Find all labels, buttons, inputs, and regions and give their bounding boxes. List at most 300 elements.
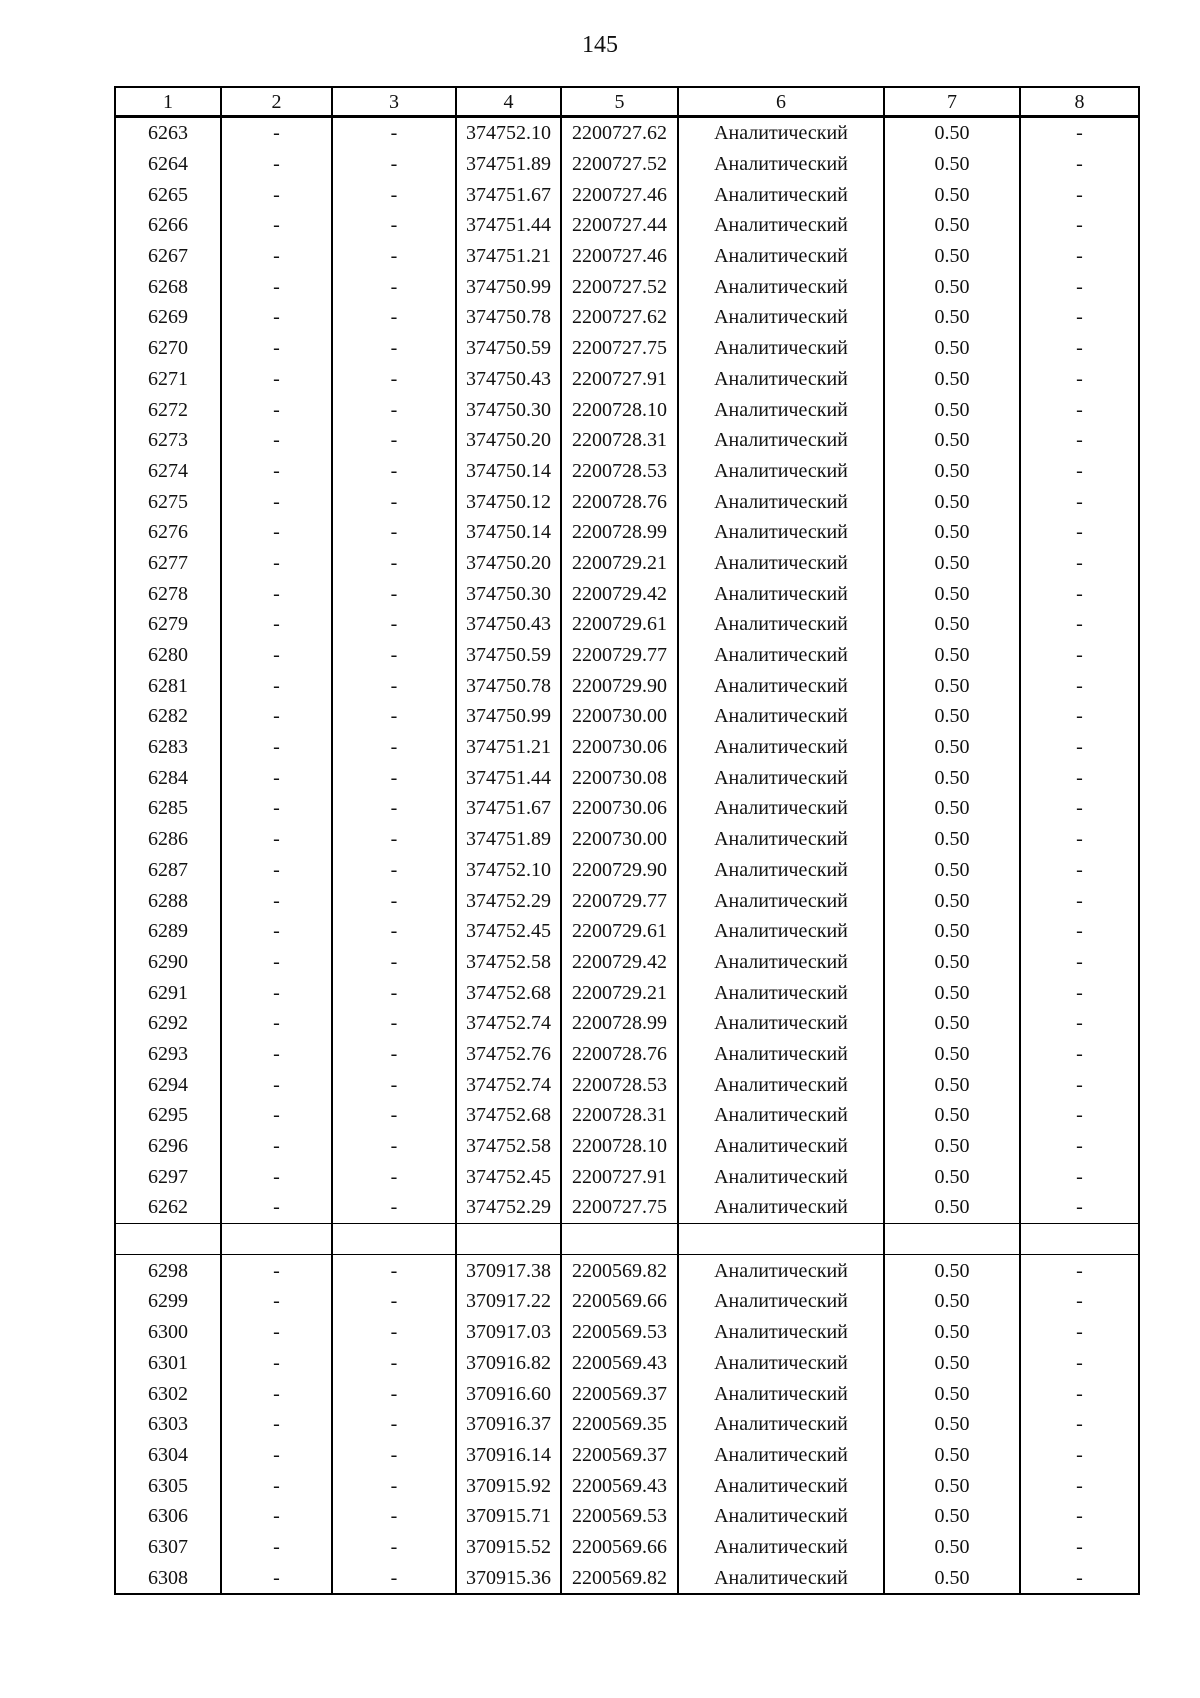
cell-col-8: - (1020, 1409, 1139, 1440)
cell-coord-y: 2200729.21 (561, 548, 678, 579)
cell-point-number: 6272 (115, 394, 221, 425)
cell-method: Аналитический (678, 117, 884, 149)
cell-coord-y: 2200730.00 (561, 824, 678, 855)
cell-accuracy: 0.50 (884, 609, 1020, 640)
cell-method: Аналитический (678, 701, 884, 732)
table-row (115, 394, 1139, 425)
cell-col-3: - (332, 486, 456, 517)
cell-col-3: - (332, 333, 456, 364)
cell-col-2: - (221, 578, 332, 609)
cell-point-number: 6304 (115, 1440, 221, 1471)
cell-col-2: - (221, 1378, 332, 1409)
cell-method: Аналитический (678, 1532, 884, 1563)
cell-col-3: - (332, 1501, 456, 1532)
cell-method: Аналитический (678, 1161, 884, 1192)
cell-method: Аналитический (678, 977, 884, 1008)
cell-point-number: 6281 (115, 670, 221, 701)
table-row (115, 1161, 1139, 1192)
table-row (115, 302, 1139, 333)
cell-col-2: - (221, 1317, 332, 1348)
cell-coord-x: 374750.78 (456, 670, 561, 701)
cell-point-number: 6290 (115, 947, 221, 978)
cell-coord-x: 374751.67 (456, 179, 561, 210)
cell-coord-y: 2200730.08 (561, 762, 678, 793)
table-row (115, 1532, 1139, 1563)
cell-method: Аналитический (678, 824, 884, 855)
table-row (115, 609, 1139, 640)
cell-point-number: 6285 (115, 793, 221, 824)
cell-col-2: - (221, 456, 332, 487)
cell-method: Аналитический (678, 1255, 884, 1286)
cell-point-number: 6273 (115, 425, 221, 456)
cell-coord-y: 2200569.37 (561, 1378, 678, 1409)
cell-col-2: - (221, 947, 332, 978)
cell-coord-x: 374751.21 (456, 732, 561, 763)
cell-col-2: - (221, 1192, 332, 1223)
cell-col-2: - (221, 1409, 332, 1440)
cell-accuracy: 0.50 (884, 1532, 1020, 1563)
cell-coord-x: 374752.10 (456, 117, 561, 149)
cell-coord-y: 2200727.91 (561, 364, 678, 395)
table-row (115, 977, 1139, 1008)
cell-coord-x: 374752.10 (456, 855, 561, 886)
cell-accuracy: 0.50 (884, 1192, 1020, 1223)
cell-col-8: - (1020, 1069, 1139, 1100)
cell-coord-x: 374750.14 (456, 517, 561, 548)
cell-point-number: 6293 (115, 1039, 221, 1070)
cell-coord-x: 374752.29 (456, 1192, 561, 1223)
cell-accuracy: 0.50 (884, 1131, 1020, 1162)
cell-col-2: - (221, 364, 332, 395)
table-separator-row (115, 1223, 1139, 1255)
table-row (115, 486, 1139, 517)
cell-coord-x: 374750.59 (456, 333, 561, 364)
cell-accuracy: 0.50 (884, 364, 1020, 395)
cell-col-3 (332, 1223, 456, 1255)
cell-col-2: - (221, 1562, 332, 1594)
cell-col-3: - (332, 1161, 456, 1192)
cell-point-number: 6274 (115, 456, 221, 487)
cell-col-8: - (1020, 947, 1139, 978)
cell-accuracy: 0.50 (884, 793, 1020, 824)
cell-coord-y: 2200727.91 (561, 1161, 678, 1192)
cell-point-number: 6296 (115, 1131, 221, 1162)
cell-col-8: - (1020, 271, 1139, 302)
cell-coord-y: 2200569.82 (561, 1255, 678, 1286)
cell-col-3: - (332, 732, 456, 763)
table-row (115, 1440, 1139, 1471)
cell-coord-x: 370917.03 (456, 1317, 561, 1348)
cell-col-3: - (332, 517, 456, 548)
cell-col-3: - (332, 1470, 456, 1501)
cell-method: Аналитический (678, 179, 884, 210)
cell-point-number: 6277 (115, 548, 221, 579)
cell-coord-x: 370916.14 (456, 1440, 561, 1471)
cell-accuracy: 0.50 (884, 486, 1020, 517)
cell-coord-y: 2200728.53 (561, 456, 678, 487)
cell-point-number: 6299 (115, 1286, 221, 1317)
cell-coord-y: 2200727.75 (561, 333, 678, 364)
cell-col-8: - (1020, 364, 1139, 395)
cell-col-8: - (1020, 1255, 1139, 1286)
cell-coord-y: 2200729.42 (561, 947, 678, 978)
cell-col-8: - (1020, 1501, 1139, 1532)
cell-coord-x: 374752.58 (456, 947, 561, 978)
cell-accuracy: 0.50 (884, 1348, 1020, 1379)
cell-coord-x: 374752.45 (456, 1161, 561, 1192)
cell-col-2: - (221, 425, 332, 456)
cell-col-8 (1020, 1223, 1139, 1255)
cell-coord-x: 374752.74 (456, 1069, 561, 1100)
cell-col-8: - (1020, 179, 1139, 210)
cell-point-number: 6295 (115, 1100, 221, 1131)
cell-coord-y: 2200569.53 (561, 1317, 678, 1348)
cell-accuracy: 0.50 (884, 1069, 1020, 1100)
cell-coord-x: 374750.12 (456, 486, 561, 517)
cell-col-3: - (332, 394, 456, 425)
cell-col-2 (221, 1223, 332, 1255)
cell-col-8: - (1020, 578, 1139, 609)
cell-coord-y: 2200729.21 (561, 977, 678, 1008)
cell-coord-x: 370915.36 (456, 1562, 561, 1594)
cell-accuracy: 0.50 (884, 1317, 1020, 1348)
table-row (115, 916, 1139, 947)
cell-accuracy: 0.50 (884, 517, 1020, 548)
table-row (115, 149, 1139, 180)
cell-col-2: - (221, 486, 332, 517)
cell-col-2: - (221, 241, 332, 272)
cell-col-3: - (332, 762, 456, 793)
table-row (115, 732, 1139, 763)
cell-method: Аналитический (678, 364, 884, 395)
cell-col-8: - (1020, 855, 1139, 886)
cell-coord-x: 374750.30 (456, 578, 561, 609)
cell-point-number: 6262 (115, 1192, 221, 1223)
cell-coord-x: 374750.20 (456, 548, 561, 579)
table-row (115, 947, 1139, 978)
cell-col-2: - (221, 517, 332, 548)
cell-col-8: - (1020, 394, 1139, 425)
cell-accuracy: 0.50 (884, 1470, 1020, 1501)
cell-col-2: - (221, 670, 332, 701)
cell-col-8: - (1020, 732, 1139, 763)
table-row (115, 1409, 1139, 1440)
cell-method: Аналитический (678, 1131, 884, 1162)
column-header-1: 1 (115, 87, 221, 117)
cell-method: Аналитический (678, 1378, 884, 1409)
cell-col-8: - (1020, 824, 1139, 855)
cell-col-3: - (332, 1532, 456, 1563)
cell-point-number: 6265 (115, 179, 221, 210)
cell-accuracy: 0.50 (884, 394, 1020, 425)
column-header-5: 5 (561, 87, 678, 117)
cell-col-8: - (1020, 670, 1139, 701)
cell-method: Аналитический (678, 394, 884, 425)
cell-point-number: 6264 (115, 149, 221, 180)
cell-coord-y: 2200728.10 (561, 1131, 678, 1162)
cell-col-3: - (332, 1255, 456, 1286)
cell-accuracy: 0.50 (884, 885, 1020, 916)
cell-coord-x: 370917.22 (456, 1286, 561, 1317)
cell-point-number: 6269 (115, 302, 221, 333)
cell-point-number: 6280 (115, 640, 221, 671)
cell-col-3: - (332, 793, 456, 824)
cell-method: Аналитический (678, 1100, 884, 1131)
cell-accuracy: 0.50 (884, 1409, 1020, 1440)
cell-col-2: - (221, 732, 332, 763)
cell-col-8: - (1020, 1008, 1139, 1039)
cell-point-number: 6291 (115, 977, 221, 1008)
cell-col-8: - (1020, 149, 1139, 180)
table-row (115, 670, 1139, 701)
cell-col-8: - (1020, 1161, 1139, 1192)
cell-point-number: 6308 (115, 1562, 221, 1594)
cell-coord-x: 370915.71 (456, 1501, 561, 1532)
cell-coord-y: 2200727.62 (561, 302, 678, 333)
table-row (115, 517, 1139, 548)
cell-point-number: 6279 (115, 609, 221, 640)
cell-col-2: - (221, 1532, 332, 1563)
cell-method: Аналитический (678, 1008, 884, 1039)
cell-coord-y (561, 1223, 678, 1255)
cell-col-2: - (221, 1069, 332, 1100)
cell-method: Аналитический (678, 548, 884, 579)
cell-col-3: - (332, 1440, 456, 1471)
table-row (115, 762, 1139, 793)
cell-coord-x: 374751.89 (456, 824, 561, 855)
cell-point-number: 6302 (115, 1378, 221, 1409)
cell-col-2: - (221, 793, 332, 824)
cell-accuracy: 0.50 (884, 947, 1020, 978)
cell-point-number: 6275 (115, 486, 221, 517)
table-row (115, 210, 1139, 241)
cell-col-3: - (332, 1409, 456, 1440)
page-number: 145 (582, 32, 618, 58)
table-row (115, 1348, 1139, 1379)
cell-coord-x: 374752.76 (456, 1039, 561, 1070)
cell-col-2: - (221, 302, 332, 333)
cell-col-2: - (221, 609, 332, 640)
cell-accuracy: 0.50 (884, 302, 1020, 333)
cell-col-2: - (221, 1008, 332, 1039)
cell-coord-x: 374751.89 (456, 149, 561, 180)
cell-coord-y: 2200569.66 (561, 1532, 678, 1563)
cell-point-number: 6297 (115, 1161, 221, 1192)
cell-col-3: - (332, 947, 456, 978)
cell-point-number: 6289 (115, 916, 221, 947)
cell-point-number: 6301 (115, 1348, 221, 1379)
table-row (115, 1470, 1139, 1501)
cell-col-8: - (1020, 1317, 1139, 1348)
cell-coord-y: 2200729.42 (561, 578, 678, 609)
table-row (115, 1562, 1139, 1594)
cell-col-3: - (332, 670, 456, 701)
cell-accuracy: 0.50 (884, 1100, 1020, 1131)
cell-col-8: - (1020, 241, 1139, 272)
table-row (115, 117, 1139, 149)
table-row (115, 1008, 1139, 1039)
cell-col-8: - (1020, 1100, 1139, 1131)
cell-method: Аналитический (678, 947, 884, 978)
cell-coord-y: 2200729.77 (561, 885, 678, 916)
cell-method: Аналитический (678, 1440, 884, 1471)
cell-coord-x: 374751.67 (456, 793, 561, 824)
cell-col-3: - (332, 578, 456, 609)
cell-coord-x (456, 1223, 561, 1255)
table-row (115, 1192, 1139, 1223)
cell-col-8: - (1020, 977, 1139, 1008)
cell-method: Аналитический (678, 271, 884, 302)
cell-col-8: - (1020, 1039, 1139, 1070)
cell-method: Аналитический (678, 486, 884, 517)
cell-coord-x: 370915.52 (456, 1532, 561, 1563)
cell-coord-y: 2200729.61 (561, 609, 678, 640)
cell-col-8: - (1020, 333, 1139, 364)
cell-col-3: - (332, 1378, 456, 1409)
table-row (115, 241, 1139, 272)
cell-coord-y: 2200569.43 (561, 1348, 678, 1379)
cell-point-number: 6270 (115, 333, 221, 364)
column-header-6: 6 (678, 87, 884, 117)
cell-method: Аналитический (678, 670, 884, 701)
cell-coord-x: 374751.21 (456, 241, 561, 272)
cell-accuracy: 0.50 (884, 578, 1020, 609)
column-header-4: 4 (456, 87, 561, 117)
cell-coord-y: 2200730.06 (561, 732, 678, 763)
cell-coord-x: 374752.29 (456, 885, 561, 916)
table-row (115, 1100, 1139, 1131)
table-row (115, 1039, 1139, 1070)
cell-coord-y: 2200727.46 (561, 179, 678, 210)
table-row (115, 1317, 1139, 1348)
cell-accuracy: 0.50 (884, 1286, 1020, 1317)
cell-col-2: - (221, 1039, 332, 1070)
cell-coord-y: 2200728.53 (561, 1069, 678, 1100)
cell-col-2: - (221, 271, 332, 302)
cell-col-8: - (1020, 916, 1139, 947)
coordinates-table (114, 86, 1140, 1595)
cell-method: Аналитический (678, 1409, 884, 1440)
cell-col-3: - (332, 456, 456, 487)
column-header-7: 7 (884, 87, 1020, 117)
cell-coord-y: 2200728.10 (561, 394, 678, 425)
table-row (115, 1378, 1139, 1409)
cell-point-number: 6268 (115, 271, 221, 302)
cell-col-8: - (1020, 762, 1139, 793)
cell-method: Аналитический (678, 1286, 884, 1317)
cell-col-3: - (332, 609, 456, 640)
cell-coord-y: 2200569.35 (561, 1409, 678, 1440)
cell-coord-x: 374752.45 (456, 916, 561, 947)
cell-method: Аналитический (678, 1501, 884, 1532)
cell-col-3: - (332, 1039, 456, 1070)
cell-col-3: - (332, 1100, 456, 1131)
cell-col-2: - (221, 1440, 332, 1471)
cell-coord-y: 2200569.43 (561, 1470, 678, 1501)
cell-col-3: - (332, 425, 456, 456)
cell-method: Аналитический (678, 1039, 884, 1070)
cell-col-3: - (332, 241, 456, 272)
cell-col-2: - (221, 1100, 332, 1131)
cell-col-3: - (332, 548, 456, 579)
table-row (115, 640, 1139, 671)
cell-coord-x: 374750.99 (456, 701, 561, 732)
cell-col-2: - (221, 885, 332, 916)
cell-method: Аналитический (678, 609, 884, 640)
cell-col-3: - (332, 1192, 456, 1223)
cell-col-3: - (332, 302, 456, 333)
cell-accuracy: 0.50 (884, 1161, 1020, 1192)
cell-col-3: - (332, 271, 456, 302)
cell-coord-x: 374751.44 (456, 762, 561, 793)
cell-col-3: - (332, 179, 456, 210)
cell-col-2: - (221, 1131, 332, 1162)
cell-coord-x: 374752.58 (456, 1131, 561, 1162)
cell-coord-y: 2200727.62 (561, 117, 678, 149)
cell-accuracy: 0.50 (884, 824, 1020, 855)
table-row (115, 824, 1139, 855)
table-row (115, 793, 1139, 824)
cell-col-3: - (332, 701, 456, 732)
table-body (115, 87, 1139, 1594)
cell-col-8: - (1020, 1286, 1139, 1317)
cell-accuracy: 0.50 (884, 425, 1020, 456)
cell-coord-x: 370916.82 (456, 1348, 561, 1379)
cell-accuracy: 0.50 (884, 1039, 1020, 1070)
cell-method: Аналитический (678, 640, 884, 671)
cell-col-2: - (221, 1286, 332, 1317)
cell-point-number: 6298 (115, 1255, 221, 1286)
cell-col-2: - (221, 855, 332, 886)
cell-accuracy: 0.50 (884, 701, 1020, 732)
cell-accuracy: 0.50 (884, 1255, 1020, 1286)
cell-col-2: - (221, 762, 332, 793)
cell-coord-y: 2200728.99 (561, 517, 678, 548)
cell-accuracy: 0.50 (884, 117, 1020, 149)
cell-accuracy: 0.50 (884, 179, 1020, 210)
cell-accuracy: 0.50 (884, 149, 1020, 180)
cell-accuracy: 0.50 (884, 456, 1020, 487)
cell-method: Аналитический (678, 1562, 884, 1594)
cell-point-number: 6288 (115, 885, 221, 916)
cell-method: Аналитический (678, 1470, 884, 1501)
table-row (115, 701, 1139, 732)
cell-accuracy: 0.50 (884, 333, 1020, 364)
cell-col-8: - (1020, 701, 1139, 732)
cell-col-2: - (221, 333, 332, 364)
cell-accuracy: 0.50 (884, 1562, 1020, 1594)
cell-coord-y: 2200728.76 (561, 1039, 678, 1070)
cell-col-2: - (221, 824, 332, 855)
table-row (115, 885, 1139, 916)
cell-method: Аналитический (678, 855, 884, 886)
cell-coord-x: 374750.99 (456, 271, 561, 302)
cell-accuracy: 0.50 (884, 548, 1020, 579)
cell-coord-x: 374752.74 (456, 1008, 561, 1039)
cell-col-8: - (1020, 210, 1139, 241)
cell-accuracy: 0.50 (884, 640, 1020, 671)
cell-coord-y: 2200727.52 (561, 149, 678, 180)
cell-accuracy: 0.50 (884, 916, 1020, 947)
cell-accuracy (884, 1223, 1020, 1255)
table-row (115, 179, 1139, 210)
cell-method: Аналитический (678, 456, 884, 487)
cell-col-3: - (332, 1348, 456, 1379)
cell-col-3: - (332, 1131, 456, 1162)
cell-col-8: - (1020, 640, 1139, 671)
cell-col-2: - (221, 701, 332, 732)
table-header-row (115, 87, 1139, 117)
